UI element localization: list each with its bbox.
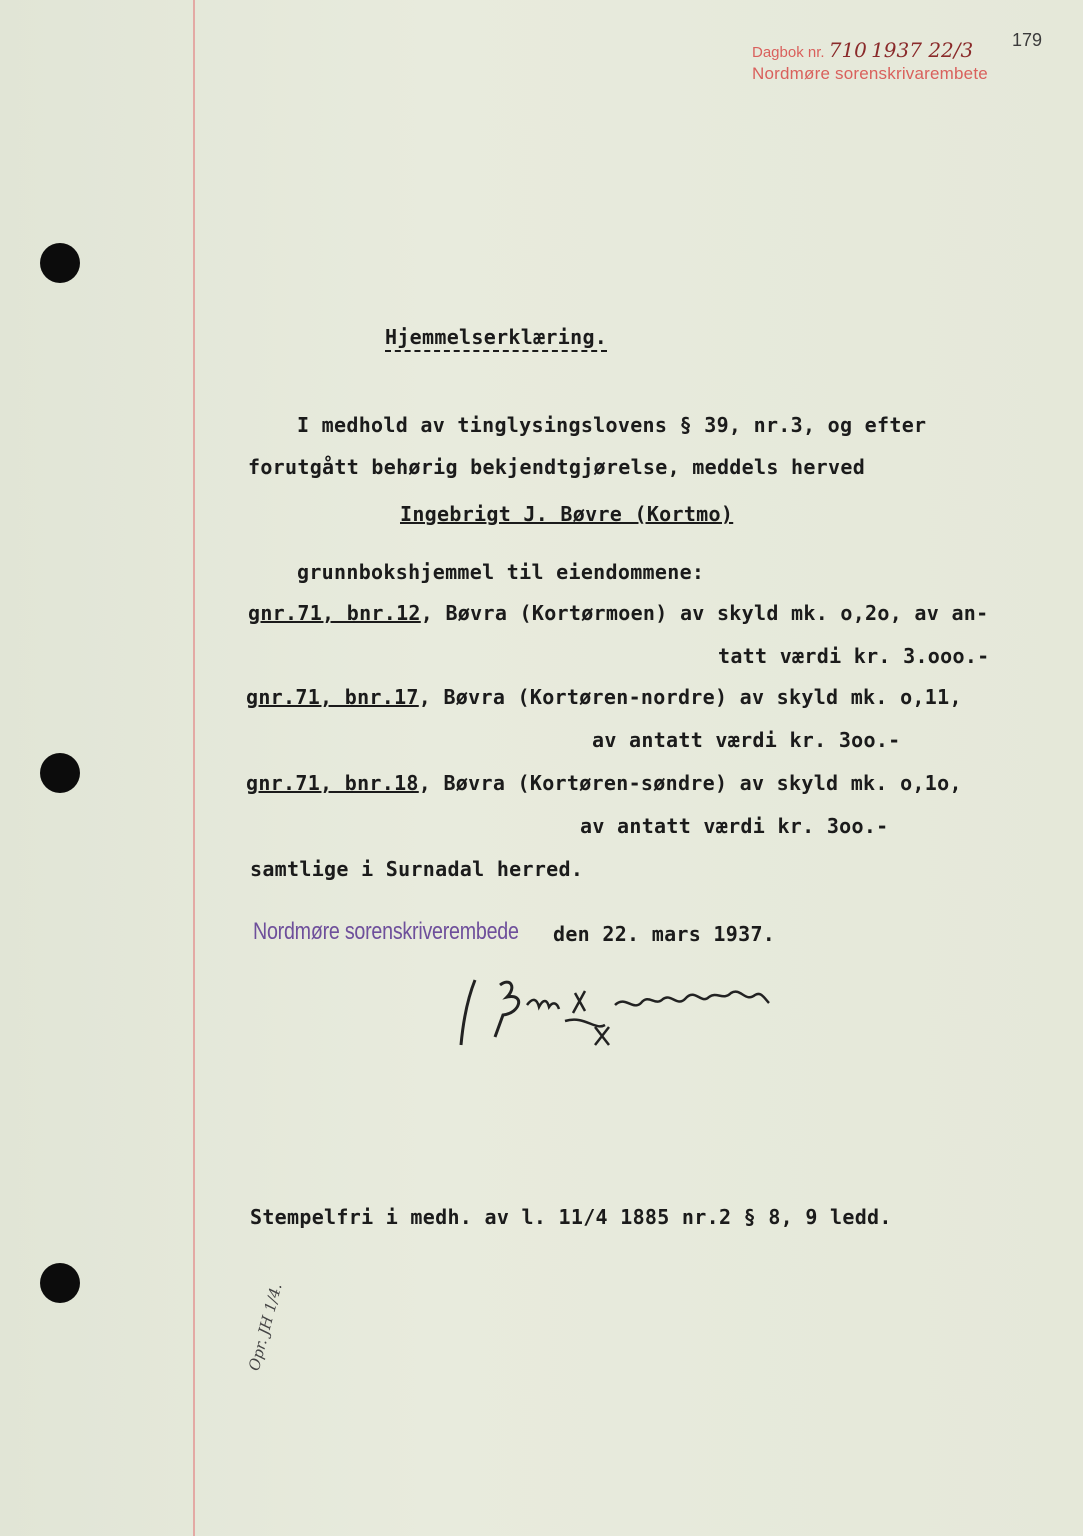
property-value: tatt værdi kr. 3.ooo.-: [718, 644, 990, 668]
property-entry: [248, 601, 988, 625]
property-ref: gnr.71, bnr.18: [246, 771, 419, 795]
property-ref: gnr.71, bnr.12: [248, 601, 421, 625]
body-line: forutgått behørig bekjendtgjørelse, meddels herved: [248, 455, 866, 479]
journal-date: 1937 22/3: [871, 38, 974, 62]
office-stamp: Nordmøre sorenskrivarembete: [752, 64, 988, 83]
signature: [455, 965, 805, 1055]
property-entry: [246, 685, 962, 709]
owner-name: Ingebrigt J. Bøvre (Kortmo): [400, 502, 734, 526]
journal-label: Dagbok nr.: [752, 44, 825, 61]
property-ref: gnr.71, bnr.17: [246, 685, 419, 709]
date-line: den 22. mars 1937.: [553, 922, 776, 946]
punch-hole: [40, 1263, 80, 1303]
footer-line: Stempelfri i medh. av l. 11/4 1885 nr.2 § 8, 9 ledd.: [250, 1205, 892, 1229]
journal-number: 710: [828, 38, 867, 62]
closing-line: samtlige i Surnadal herred.: [250, 857, 584, 881]
property-text: , Bøvra (Kortørmoen) av skyld mk. o,2o, av an-: [420, 601, 989, 625]
document-title: Hjemmelserklæring.: [385, 325, 608, 349]
property-entry: [246, 771, 962, 795]
margin-line: [193, 0, 195, 1536]
office-place-stamp: Nordmøre sorenskriverembede: [253, 918, 519, 945]
body-line: grunnbokshjemmel til eiendommene:: [297, 560, 705, 584]
punch-hole: [40, 753, 80, 793]
property-text: , Bøvra (Kortøren-søndre) av skyld mk. o,1o,: [418, 771, 962, 795]
body-line: I medhold av tinglysingslovens § 39, nr.3, og efter: [297, 413, 927, 437]
property-value: av antatt værdi kr. 3oo.-: [580, 814, 889, 838]
punch-hole: [40, 243, 80, 283]
margin-note: Opr. JH 1/4.: [245, 1281, 286, 1373]
property-text: , Bøvra (Kortøren-nordre) av skyld mk. o,11,: [418, 685, 962, 709]
page-number: 179: [1012, 30, 1043, 50]
journal-stamp: [752, 38, 973, 62]
property-value: av antatt værdi kr. 3oo.-: [592, 728, 901, 752]
